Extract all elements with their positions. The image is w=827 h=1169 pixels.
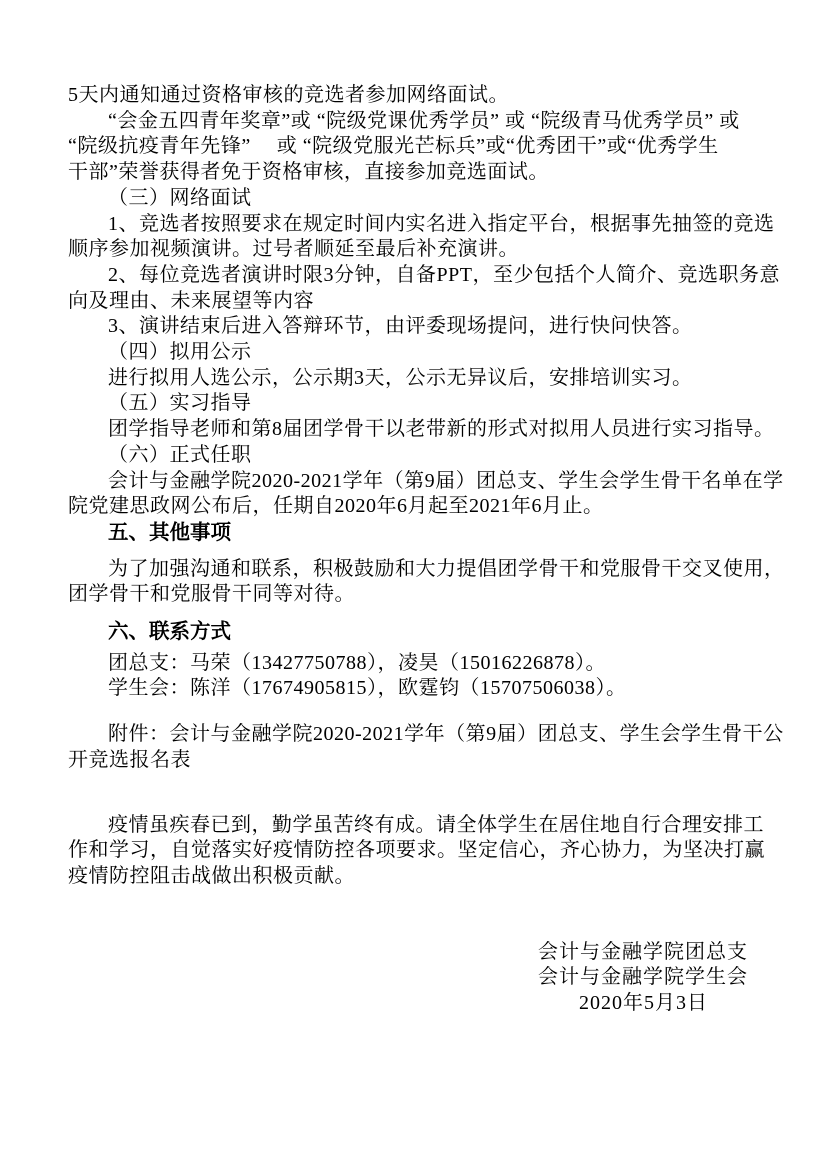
contact-line-league-branch: 团总支：马荣（13427750788），凌昊（15016226878）。 bbox=[108, 651, 606, 674]
section-heading-contact: 六、联系方式 bbox=[108, 620, 231, 644]
signature-org-student-union: 会计与金融学院学生会 bbox=[538, 966, 748, 989]
subsection-title-formal-appointment: （六）正式任职 bbox=[108, 443, 252, 466]
para-line: “会金五四青年奖章”或 “院级党课优秀学员” 或 “院级青马优秀学员” 或 bbox=[108, 109, 740, 132]
subsection-title-public-notice: （四）拟用公示 bbox=[108, 341, 252, 364]
para-line: 疫情防控阻击战做出积极贡献。 bbox=[68, 864, 355, 887]
para-line: 作和学习，自觉落实好疫情防控各项要求。坚定信心，齐心协力，为坚决打赢 bbox=[68, 839, 765, 862]
para-line: 院党建思政网公布后，任期自2020年6月起至2021年6月止。 bbox=[68, 495, 604, 518]
epidemic-reminder-paragraph bbox=[68, 813, 765, 890]
para-line: 1、竞选者按照要求在规定时间内实名进入指定平台，根据事先抽签的竞选 bbox=[108, 212, 775, 235]
attachment-line: 开竞选报名表 bbox=[68, 748, 191, 771]
para-line: 2、每位竞选者演讲时限3分钟，自备PPT，至少包括个人简介、竞选职务意 bbox=[108, 263, 780, 286]
para-line: 团学骨干和党服骨干同等对待。 bbox=[68, 583, 355, 606]
para-line: 团学指导老师和第8届团学骨干以老带新的形式对拟用人员进行实习指导。 bbox=[108, 418, 775, 441]
para-line: “院级抗疫青年先锋” 或 “院级党服光芒标兵”或“优秀团干”或“优秀学生 bbox=[68, 135, 719, 158]
signature-date: 2020年5月3日 bbox=[579, 992, 708, 1015]
signature-block bbox=[68, 940, 748, 1017]
para-line: 顺序参加视频演讲。过号者顺延至最后补充演讲。 bbox=[68, 238, 519, 261]
subsection-title-network-interview: （三）网络面试 bbox=[108, 186, 252, 209]
contact-line-student-union: 学生会：陈洋（17674905815），欧霆钧（15707506038）。 bbox=[108, 677, 627, 700]
para-line: 干部”荣誉获得者免于资格审核，直接参加竞选面试。 bbox=[68, 161, 549, 184]
para-line: 进行拟用人选公示，公示期3天，公示无异议后，安排培训实习。 bbox=[108, 366, 693, 389]
para-line: 会计与金融学院2020-2021学年（第9届）团总支、学生会学生骨干名单在学 bbox=[108, 469, 784, 492]
para-line: 为了加强沟通和联系，积极鼓励和大力提倡团学骨干和党服骨干交叉使用， bbox=[108, 557, 785, 580]
para-line: 5天内通知通过资格审核的竞选者参加网络面试。 bbox=[68, 84, 509, 106]
section-heading-other-items: 五、其他事项 bbox=[108, 520, 231, 544]
attachment-note bbox=[68, 722, 784, 773]
para-line: 疫情虽疾春已到，勤学虽苦终有成。请全体学生在居住地自行合理安排工 bbox=[108, 813, 764, 836]
para-line: 3、演讲结束后进入答辩环节，由评委现场提问，进行快问快答。 bbox=[108, 315, 693, 338]
para-line: 向及理由、未来展望等内容 bbox=[68, 289, 314, 312]
attachment-line: 附件：会计与金融学院2020-2021学年（第9届）团总支、学生会学生骨干公 bbox=[108, 723, 784, 746]
signature-org-league-branch: 会计与金融学院团总支 bbox=[538, 940, 748, 963]
subsection-title-internship-guidance: （五）实习指导 bbox=[108, 392, 252, 415]
